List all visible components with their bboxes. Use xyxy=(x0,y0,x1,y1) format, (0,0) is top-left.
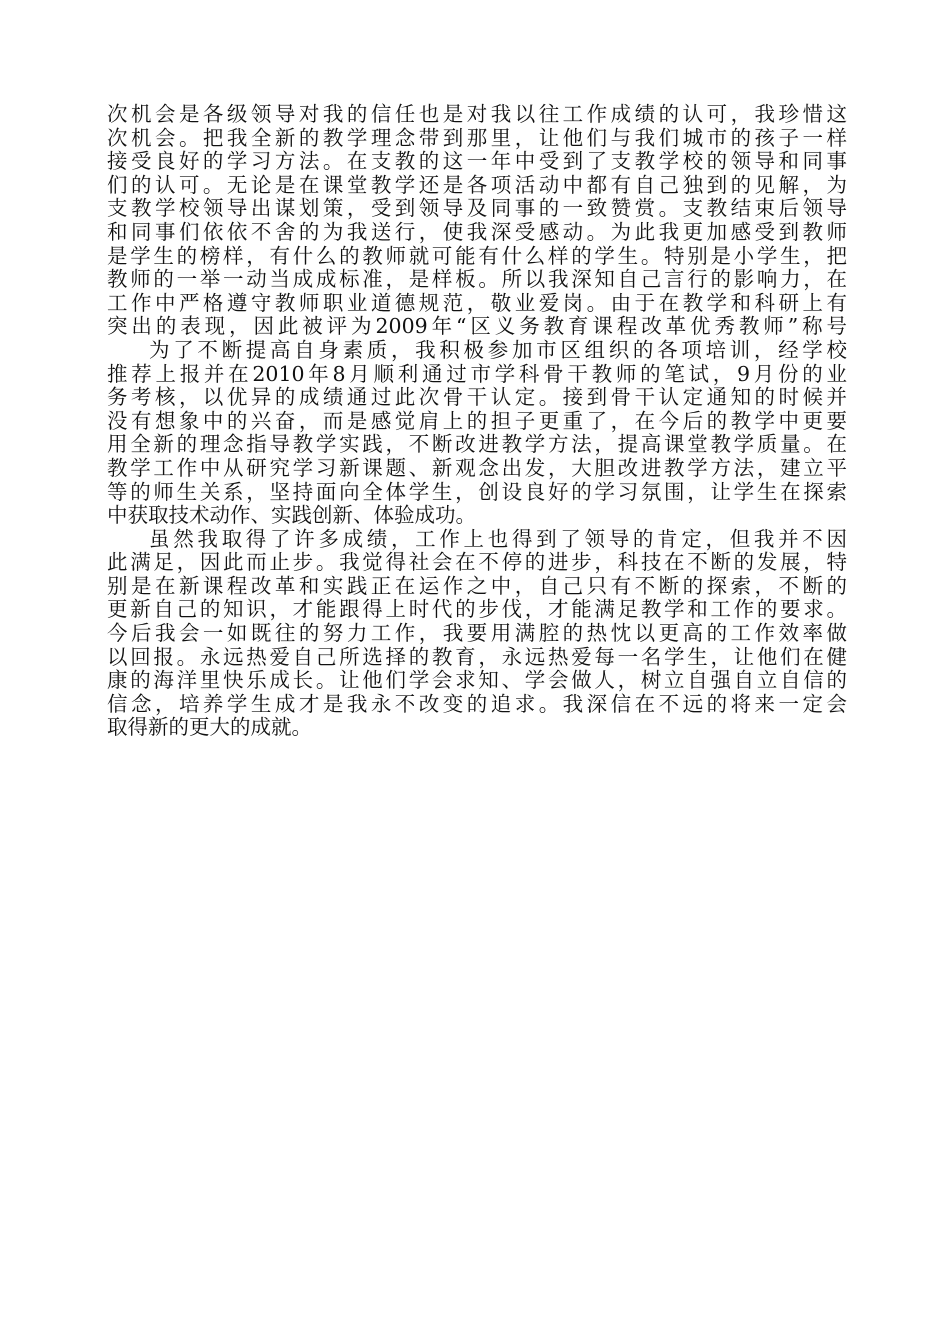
paragraph-1-line-7: 是学生的榜样，有什么的教师就可能有什么样的学生。特别是小学生，把 xyxy=(107,243,847,268)
paragraph-2-line-3: 务考核，以优异的成绩通过此次骨干认定。接到骨干认定通知的时候并 xyxy=(107,385,847,410)
paragraph-3-line-9: 取得新的更大的成就。 xyxy=(107,715,312,740)
paragraph-3-line-1: 虽然我取得了许多成绩，工作上也得到了领导的肯定，但我并不因 xyxy=(149,526,847,551)
paragraph-3-line-2: 此满足，因此而止步。我觉得社会在不停的进步，科技在不断的发展，特 xyxy=(107,550,847,575)
paragraph-2-line-1: 为了不断提高自身素质，我积极参加市区组织的各项培训，经学校 xyxy=(149,337,847,362)
paragraph-3-line-7: 康的海洋里快乐成长。让他们学会求知、学会做人，树立自强自立自信的 xyxy=(107,668,847,693)
paragraph-2-line-6: 教学工作中从研究学习新课题、新观念出发，大胆改进教学方法，建立平 xyxy=(107,455,847,480)
paragraph-1-line-3: 接受良好的学习方法。在支教的这一年中受到了支教学校的领导和同事 xyxy=(107,149,847,174)
paragraph-1-line-4: 们的认可。无论是在课堂教学还是各项活动中都有自己独到的见解，为 xyxy=(107,172,847,197)
paragraph-2-line-4: 没有想象中的兴奋，而是感觉肩上的担子更重了，在今后的教学中更要 xyxy=(107,408,847,433)
paragraph-1-line-5: 支教学校领导出谋划策，受到领导及同事的一致赞赏。支教结束后领导 xyxy=(107,196,847,221)
paragraph-3-line-6: 以回报。永远热爱自己所选择的教育，永远热爱每一名学生，让他们在健 xyxy=(107,644,847,669)
paragraph-1-line-9: 工作中严格遵守教师职业道德规范，敬业爱岗。由于在教学和科研上有 xyxy=(107,290,847,315)
paragraph-1-line-8: 教师的一举一动当成成标准，是样板。所以我深知自己言行的影响力，在 xyxy=(107,267,847,292)
body-text xyxy=(107,103,847,740)
paragraph-3-line-5: 今后我会一如既往的努力工作，我要用满腔的热忱以更高的工作效率做 xyxy=(107,621,847,646)
paragraph-1-line-2: 次机会。把我全新的教学理念带到那里，让他们与我们城市的孩子一样 xyxy=(107,125,847,150)
paragraph-1-line-6: 和同事们依依不舍的为我送行，使我深受感动。为此我更加感受到教师 xyxy=(107,219,847,244)
paragraph-3-line-4: 更新自己的知识，才能跟得上时代的步伐，才能满足教学和工作的要求。 xyxy=(107,597,847,622)
paragraph-3-line-8: 信念，培养学生成才是我永不改变的追求。我深信在不远的将来一定会 xyxy=(107,691,847,716)
paragraph-1-line-10: 突出的表现，因此被评为2009年“区义务教育课程改革优秀教师”称号 xyxy=(107,314,847,339)
paragraph-2-line-8: 中获取技术动作、实践创新、体验成功。 xyxy=(107,503,476,528)
paragraph-2-line-2: 推荐上报并在2010年8月顺利通过市学科骨干教师的笔试，9月份的业 xyxy=(107,361,847,386)
paragraph-2-line-5: 用全新的理念指导教学实践，不断改进教学方法，提高课堂教学质量。在 xyxy=(107,432,847,457)
paragraph-1-line-1: 次机会是各级领导对我的信任也是对我以往工作成绩的认可，我珍惜这 xyxy=(107,102,847,126)
paragraph-2-line-7: 等的师生关系，坚持面向全体学生，创设良好的学习氛围，让学生在探索 xyxy=(107,479,847,504)
paragraph-3-line-3: 别是在新课程改革和实践正在运作之中，自己只有不断的探索，不断的 xyxy=(107,573,847,598)
